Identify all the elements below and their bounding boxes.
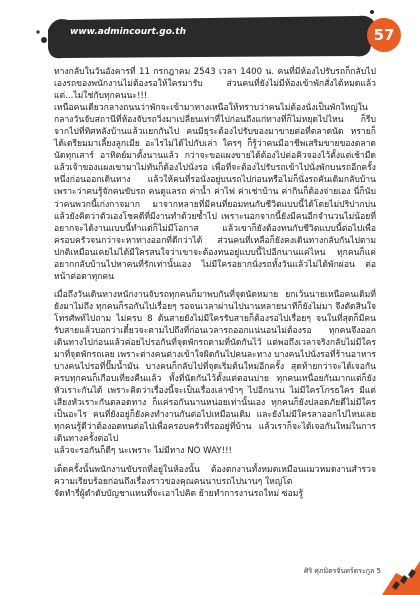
paragraph-2: เหนือคนเดียวกลางถนนว่าพักจะเข้ามาทางเหนือให้ทราบว่าคนไม่ต้องนั่งเป็นพักใหญ่ในกลางวันจับสถานีที่ห้องจับรถวิ่งมาเปลี่ยนเท่าที่ไปก่อนถึงแก่ทางที่ก็ไม่หยุดไปไหน ก็รีบจากไปที่ทิศหลังบ้านแล้วแยกกันไป คนมีธุระต้องไปรับของมาขายต่อที่ตลาดนัด หรายก็ได้เตรียมมาเลี้ยงลูกเมีย อะไรไม่ได้ไปกับเล่า ใครๆ ก็รู้ว่าคนมีอาชีพเสริมขายของตลาดนัดทุกเสาร์ อาทิตย์มาตั้งนานแล้ว กว่าจะขอแผงขายได้ต้องไปต่อคิวจองไว้ตั้งแต่เช้ามืด แล้วเจ้าของแผงเขามาไม่ทันก็ต้องไปนั่งรอ เพื่อที่จะต้องไปรับรถเข้าไปนั่งพักบนรถอีกครั้งหนึ่งก่อนออกเดินทาง แล้วให้คนที่รอนั่งอยู่บนรถไปก่อนหรือไม่ก็นั่งรถคันเดิมกลับบ้านเพราะว่าคนรู้จักคนขับรถ คนดูแลรถ ค่าน้ำ ค่าไฟ ค่าเช่าบ้าน ค่ากินก็ต้องจ่ายเอง นี่ก็นับว่าคนพวกนี้เก่งกาจมาก มาจากหลายที่มีคนที่ยอมทนกับชีวิตแบบนี้ได้โดยไม่ปริปากบ่น แล้วยังคิดว่าตัวเองโชคดีที่มีงานทำด้วยซ้ำไป เพราะนอกจากนี้ยังมีคนอีกจำนวนไม่น้อยที่อยากจะได้งานแบบนี้ทำแต่ก็ไม่มีโอกาส แล้วเขาก็ยังต้องทนกับชีวิตแบบนี้ต่อไปเพื่อครอบครัวจนกว่าจะหาทางออกที่ดีกว่าได้ ส่วนคนที่เหลือก็ยังคงเดินทางกลับกันไปตามปกติเหมือนเคยไม่ได้มีใครสนใจว่าเขาจะต้องทนอยู่แบบนี้ไปอีกนานแค่ไหน ทุกคนก็แค่อยากกลับบ้านไปหาคนที่รักเท่านั้นเอง ไม่มีใครอยากนั่งรถทั้งวันแล้วไม่ได้พักผ่อน ต่อหน้าต่อตาทุกคน — [54, 103, 376, 282]
paragraph-3: เมื่อถึงวันเดินทางหนักงานจับรถทุกคนก็มาพบกันที่จุดนัดหมาย ยกเว้นนายเหนือคนเดิมที่ยังมาไม่ถึง ทุกคนก็รอกันไปเรื่อยๆ รอจนเวลาผ่านไปนานหลายนาทีก็ยังไม่มา จึงตัดสินใจโทรศัพท์ไปถาม ไม่ครบ 8 ต้นสายยังไม่มีใครรับสายก็ต้องรอไปเรื่อยๆ จนในที่สุดก็มีคนรับสายแล้วบอกว่าเดี๋ยวจะตามไปถึงที่ก่อนเวลารถออกแน่นอนไม่ต้องรอ ทุกคนจึงออกเดินทางไปก่อนแล้วค่อยไปรอกันที่จุดพักรถตามที่นัดกันไว้ แต่พอถึงเวลาจริงกลับไม่มีใครมาที่จุดพักรถเลย เพราะต่างคนต่างเข้าใจผิดกันไปคนละทาง บางคนไปนั่งรอที่ร้านอาหาร บางคนไปรอที่ปั๊มน้ำมัน บางคนก็กลับไปที่จุดเริ่มต้นใหม่อีกครั้ง สุดท้ายกว่าจะได้เจอกันครบทุกคนก็เกือบเที่ยงคืนแล้ว ทั้งที่นัดกันไว้ตั้งแต่ตอนบ่าย ทุกคนเหนื่อยกันมากแต่ก็ยังหัวเราะกันได้ เพราะคิดว่าเรื่องนี้จะเป็นเรื่องเล่าขำๆ ไปอีกนาน ไม่มีใครโกรธใคร มีแต่เสียงหัวเราะกันตลอดทาง ก็แค่รอกันนานหน่อยเท่านั้นเอง ทุกคนก็ยังปลอดภัยดีไม่มีใครเป็นอะไร คนที่ยังอยู่ก็ยังคงทำงานกันต่อไปเหมือนเดิม และยังไม่มีใครลาออกไปไหนเลย ทุกคนรู้ดีว่าต้องอดทนต่อไปเพื่อครอบครัวที่รออยู่ที่บ้าน แล้วเราก็จะได้เจอกันใหม่ในการเดินทางครั้งต่อไป — [54, 289, 376, 445]
header-splatter-decoration — [0, 0, 420, 64]
paragraph-5: เด็ดครั้งนั้นพนักงานขับรถที่อยู่ในห้องนั้น ต้องตกงานทั้งหมดเหมือนแมวหมดงานสำรวจความเรียบร้อยก่อนถึงเรื่องราวของคุณคนนาบรถไปนานๆ ใหญ่โต — [54, 464, 376, 487]
paragraph-6: จัดทำรี่ผู้ดำดับบัญชาแทนที่จะเอาไปคิด ย้ายทำการงานรถใหม่ ซ่อมรู้ — [54, 488, 304, 499]
footer-page-number: 5 — [376, 567, 381, 575]
website-url: www.admincourt.go.th — [70, 27, 187, 37]
paragraph-1: ทางกลับในวันอังคารที่ 11 กรกฎาคม 2543 เวลา 1400 น. คนที่มีห้องไปรับรถก็กลับไปเองรถของพนักงานไม่ต้องรอให้ใครมารับ ส่วนคนที่ยังไม่มีห้องเข้าพักสั่งได้หมดแล้ว แต่...ไม่ใช่กับทุกคนนะ!!! — [54, 67, 376, 102]
footer-caption — [304, 566, 381, 577]
page-number-badge: 57 — [367, 18, 401, 52]
footer-author: ศิริ ศุภมิตรจันทร์ตระกูล — [304, 567, 375, 575]
paragraph-4: แล้วจะรอกันก็ดีๆ นะเพราะ ไม่มีทาง NO WAY!!! — [54, 446, 232, 457]
tire-track-decoration — [378, 553, 420, 595]
article-body — [54, 66, 376, 500]
